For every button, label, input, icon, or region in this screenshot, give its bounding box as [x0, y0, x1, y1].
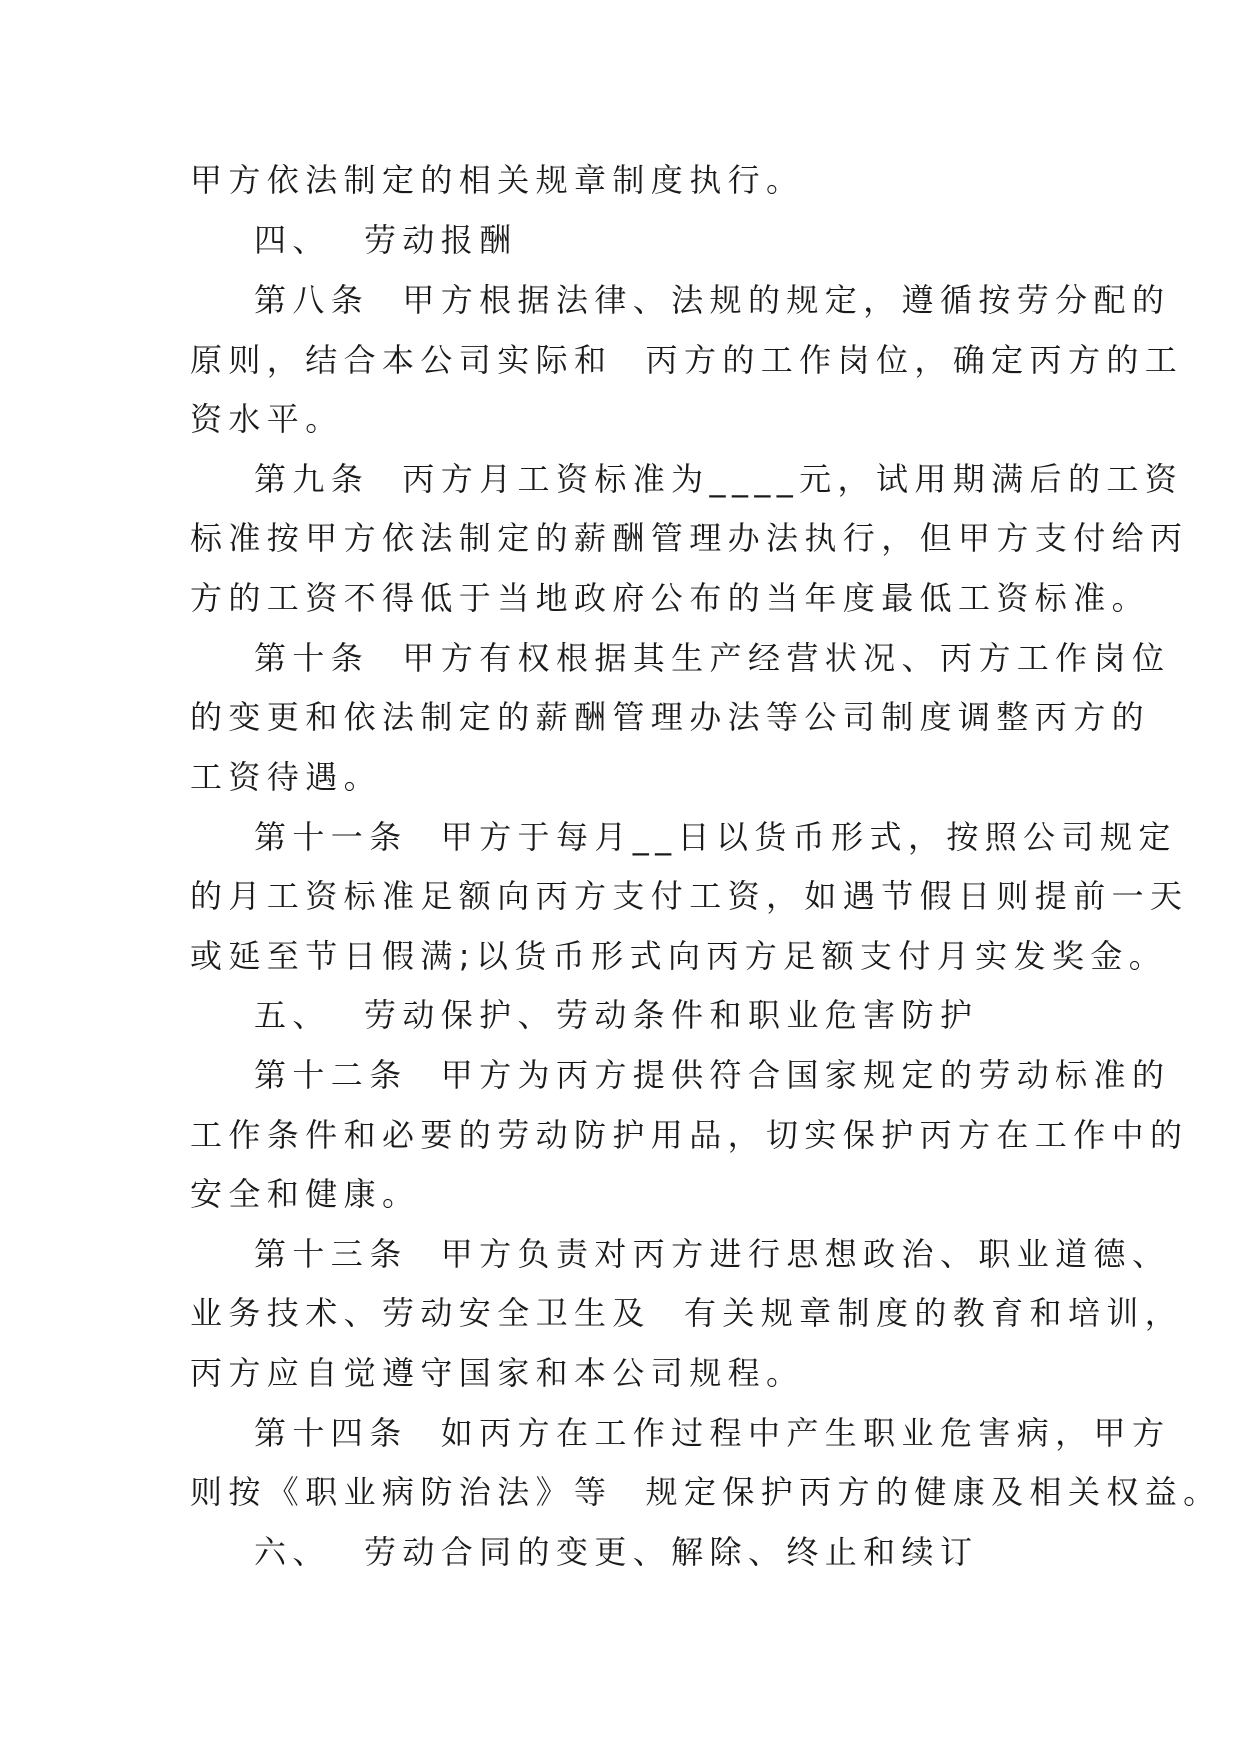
article-12-line-2: 工作条件和必要的劳动防护用品，切实保护丙方在工作中的 — [190, 1116, 1189, 1154]
section-heading-5: 五、 劳动保护、劳动条件和职业危害防护 — [254, 996, 979, 1034]
article-11-line-1: 第十一条 甲方于每月__日以货币形式，按照公司规定 — [254, 818, 1177, 856]
article-11-line-2: 的月工资标准足额向丙方支付工资，如遇节假日则提前一天 — [190, 877, 1189, 915]
article-14-line-2: 则按《职业病防治法》等 规定保护丙方的健康及相关权益。 — [190, 1473, 1222, 1511]
article-13-line-3: 丙方应自觉遵守国家和本公司规程。 — [190, 1354, 805, 1392]
section-heading-6: 六、 劳动合同的变更、解除、终止和续订 — [254, 1533, 979, 1571]
article-8-line-1: 第八条 甲方根据法律、法规的规定，遵循按劳分配的 — [254, 281, 1171, 319]
article-10-line-1: 第十条 甲方有权根据其生产经营状况、丙方工作岗位 — [254, 639, 1171, 677]
article-9-line-2: 标准按甲方依法制定的薪酬管理办法执行，但甲方支付给丙 — [190, 519, 1189, 557]
article-13-line-1: 第十三条 甲方负责对丙方进行思想政治、职业道德、 — [254, 1235, 1171, 1273]
article-12-line-3: 安全和健康。 — [190, 1175, 421, 1213]
text-line: 甲方依法制定的相关规章制度执行。 — [190, 161, 805, 199]
article-10-line-3: 工资待遇。 — [190, 758, 383, 796]
article-9-line-1: 第九条 丙方月工资标准为____元，试用期满后的工资 — [254, 460, 1184, 498]
article-10-line-2: 的变更和依法制定的薪酬管理办法等公司制度调整丙方的 — [190, 698, 1151, 736]
article-13-line-2: 业务技术、劳动安全卫生及 有关规章制度的教育和培训， — [190, 1294, 1184, 1332]
article-14-line-1: 第十四条 如丙方在工作过程中产生职业危害病，甲方 — [254, 1414, 1171, 1452]
article-9-line-3: 方的工资不得低于当地政府公布的当年度最低工资标准。 — [190, 579, 1151, 617]
article-11-line-3: 或延至节日假满;以货币形式向丙方足额支付月实发奖金。 — [190, 937, 1168, 975]
section-heading-4: 四、 劳动报酬 — [254, 221, 518, 259]
article-8-line-3: 资水平。 — [190, 400, 344, 438]
article-8-line-2: 原则，结合本公司实际和 丙方的工作岗位，确定丙方的工 — [190, 341, 1184, 379]
article-12-line-1: 第十二条 甲方为丙方提供符合国家规定的劳动标准的 — [254, 1056, 1171, 1094]
